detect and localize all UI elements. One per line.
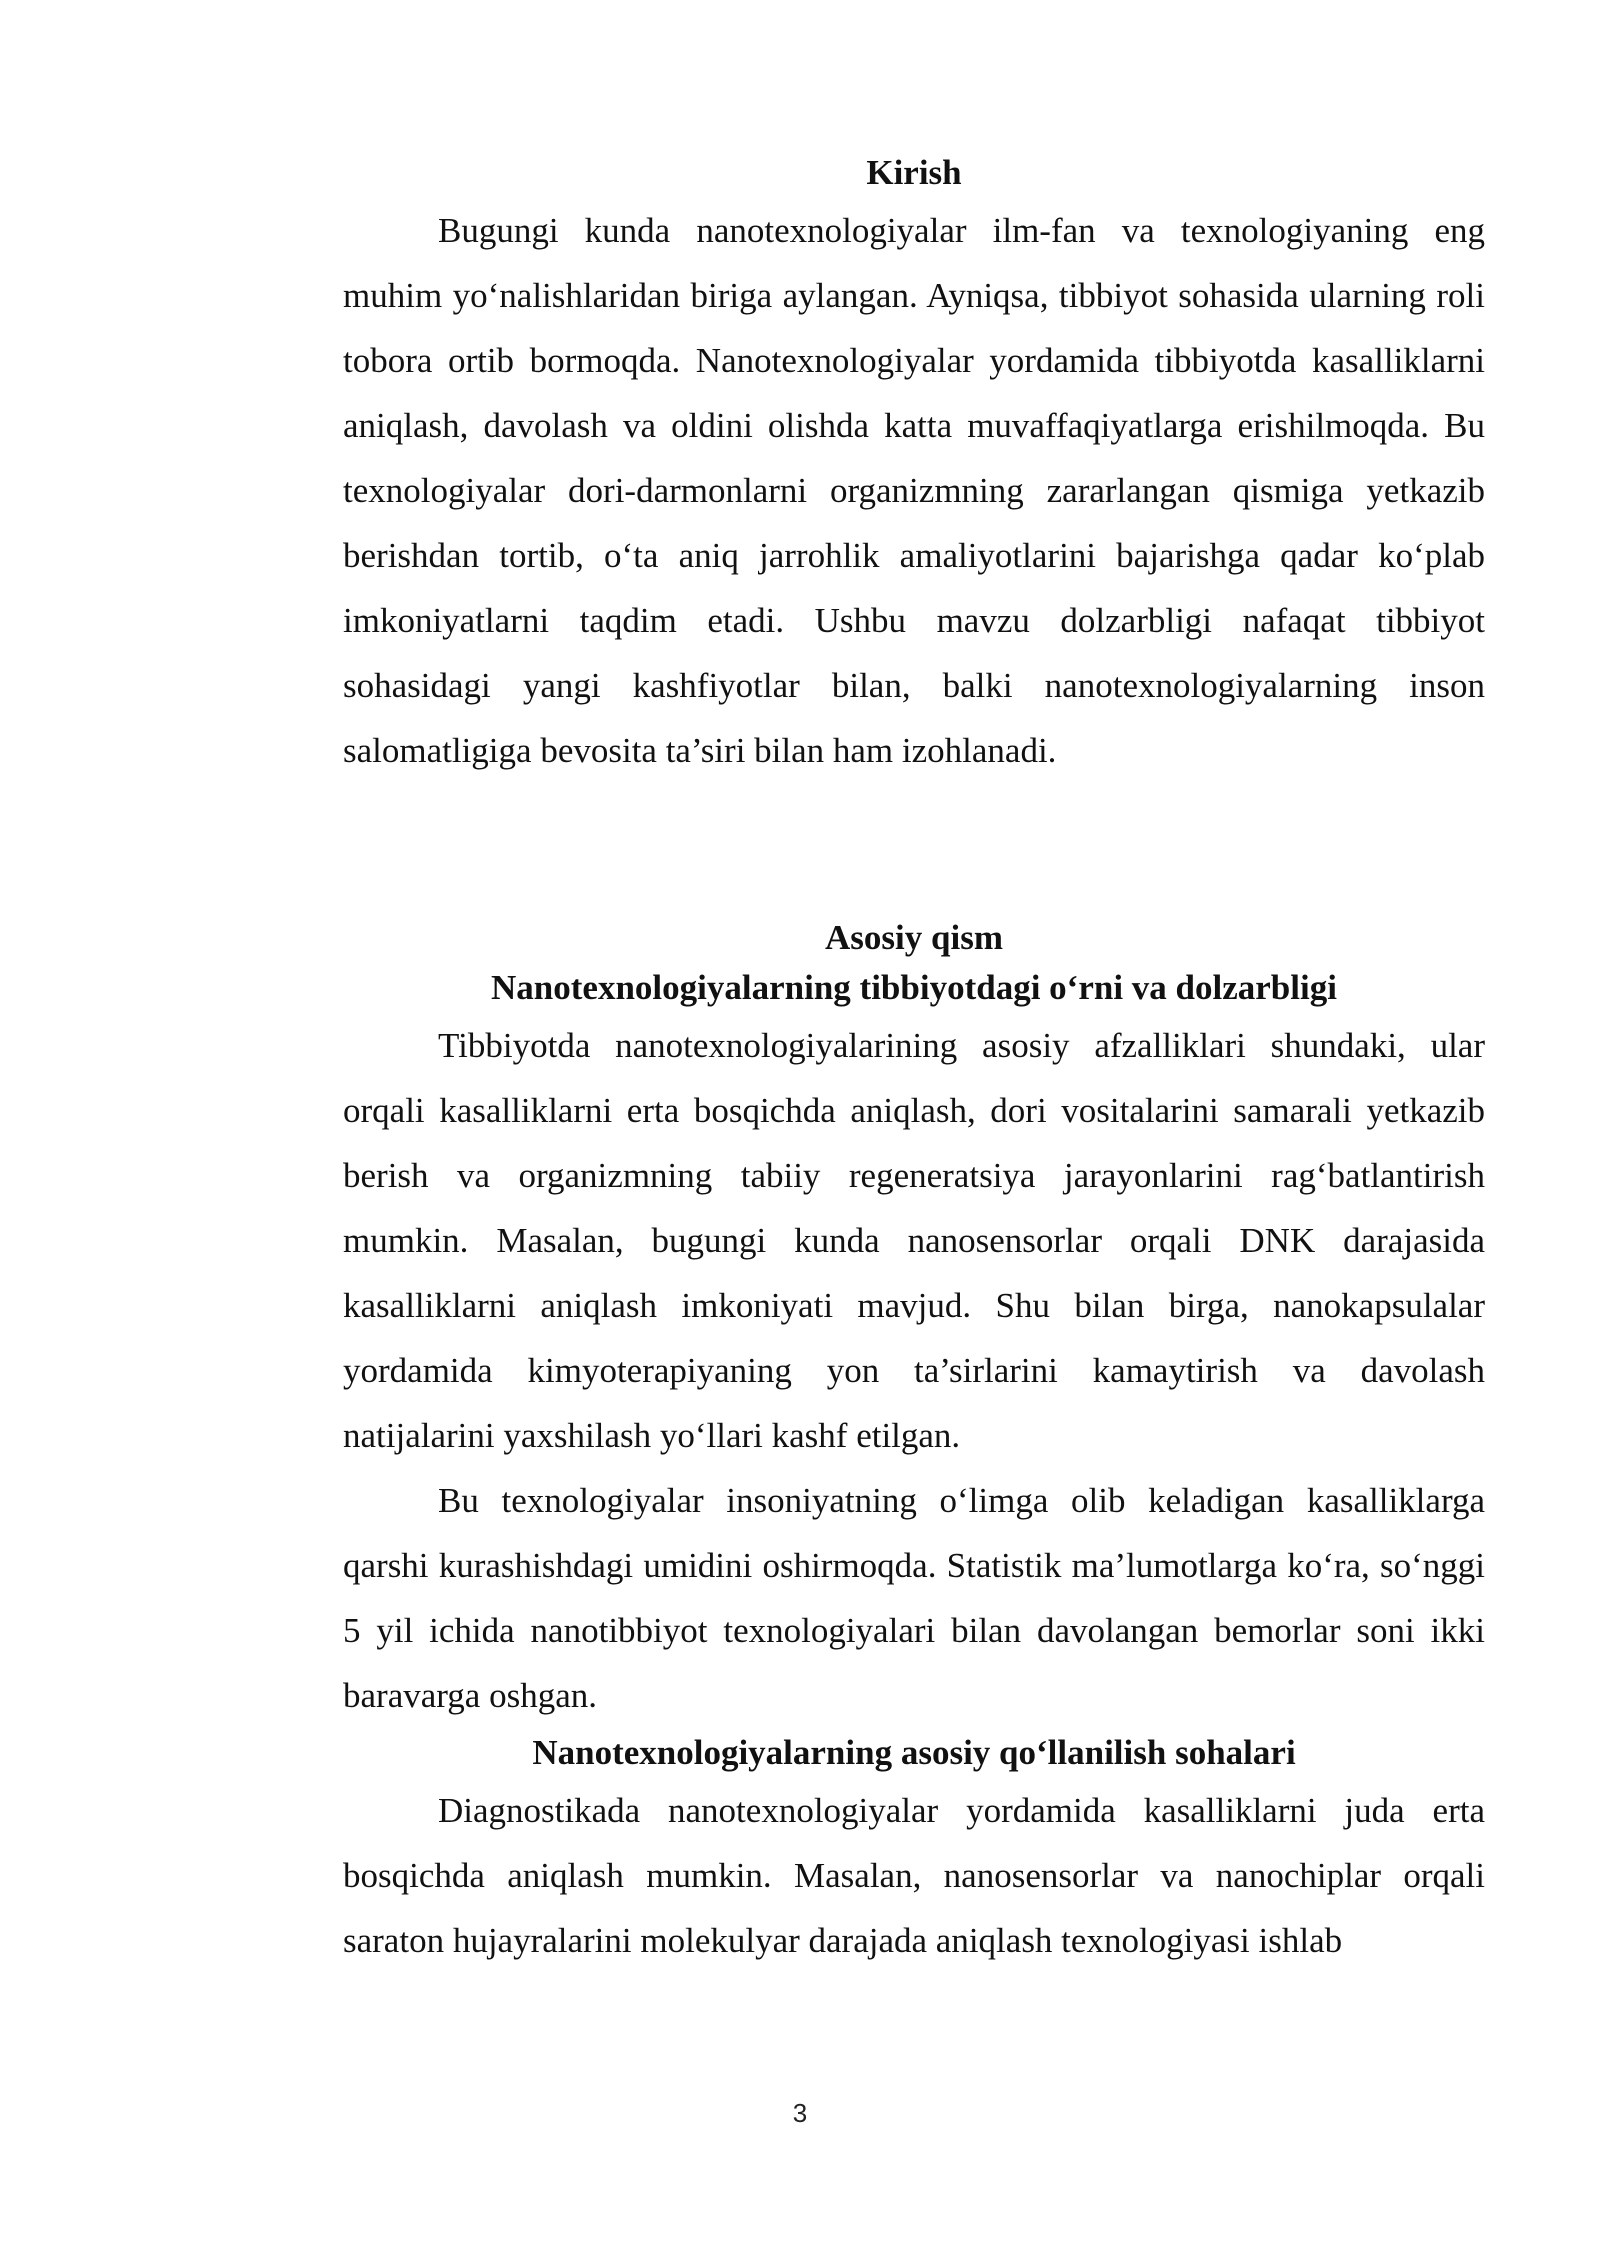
applications-heading: Nanotexnologiyalarning asosiy qo‘llanilish sohalari <box>532 1733 1296 1772</box>
page-number: 3 <box>792 2098 808 2128</box>
applications-paragraph: Diagnostikada nanotexnologiyalar yordamida kasalliklarni juda erta bosqichda aniqlash mumkin. Masalan, nanosensorlar va nanochiplar orqali saraton hujayralarini molekulyar darajada aniqlash texnologiyasi ishlab <box>343 1791 1485 1960</box>
main-subheading: Nanotexnologiyalarning tibbiyotdagi o‘rni va dolzarbligi <box>491 968 1337 1007</box>
intro-heading: Kirish <box>866 153 962 192</box>
main-paragraph-1: Tibbiyotda nanotexnologiyalarining asosiy afzalliklari shundaki, ular orqali kasalliklarni erta bosqichda aniqlash, dori vositalarini samarali yetkazib berish va organizmning tabiiy regeneratsiya jarayonlarini rag‘batlantirish mumkin. Masalan, bugungi kunda nanosensorlar orqali DNK darajasida kasalliklarni aniqlash imkoniyati mavjud. Shu bilan birga, nanokapsulalar yordamida kimyoterapiyaning yon ta’sirlarini kamaytirish va davolash natijalarini yaxshilash yo‘llari kashf etilgan. <box>343 1026 1485 1455</box>
main-heading: Asosiy qism <box>825 918 1003 957</box>
section-spacer <box>343 783 1485 913</box>
main-paragraph-2: Bu texnologiyalar insoniyatning o‘limga olib keladigan kasalliklarga qarshi kurashishdagi umidini oshirmoqda. Statistik ma’lumotlarga ko‘ra, so‘nggi 5 yil ichida nanotibbiyot texnologiyalari bilan davolangan bemorlar soni ikki baravarga oshgan. <box>343 1481 1485 1715</box>
intro-paragraph: Bugungi kunda nanotexnologiyalar ilm-fan va texnologiyaning eng muhim yo‘nalishlaridan biriga aylangan. Ayniqsa, tibbiyot sohasida ularning roli tobora ortib bormoqda. Nanotexnologiyalar yordamida tibbiyotda kasalliklarni aniqlash, davolash va oldini olishda katta muvaffaqiyatlarga erishilmoqda. Bu texnologiyalar dori-darmonlarni organizmning zararlangan qismiga yetkazib berishdan tortib, o‘ta aniq jarrohlik amaliyotlarini bajarishga qadar ko‘plab imkoniyatlarni taqdim etadi. Ushbu mavzu dolzarbligi nafaqat tibbiyot sohasidagi yangi kashfiyotlar bilan, balki nanotexnologiyalarning inson salomatligiga bevosita ta’siri bilan ham izohlanadi. <box>343 211 1485 770</box>
page-content <box>343 148 1485 1973</box>
